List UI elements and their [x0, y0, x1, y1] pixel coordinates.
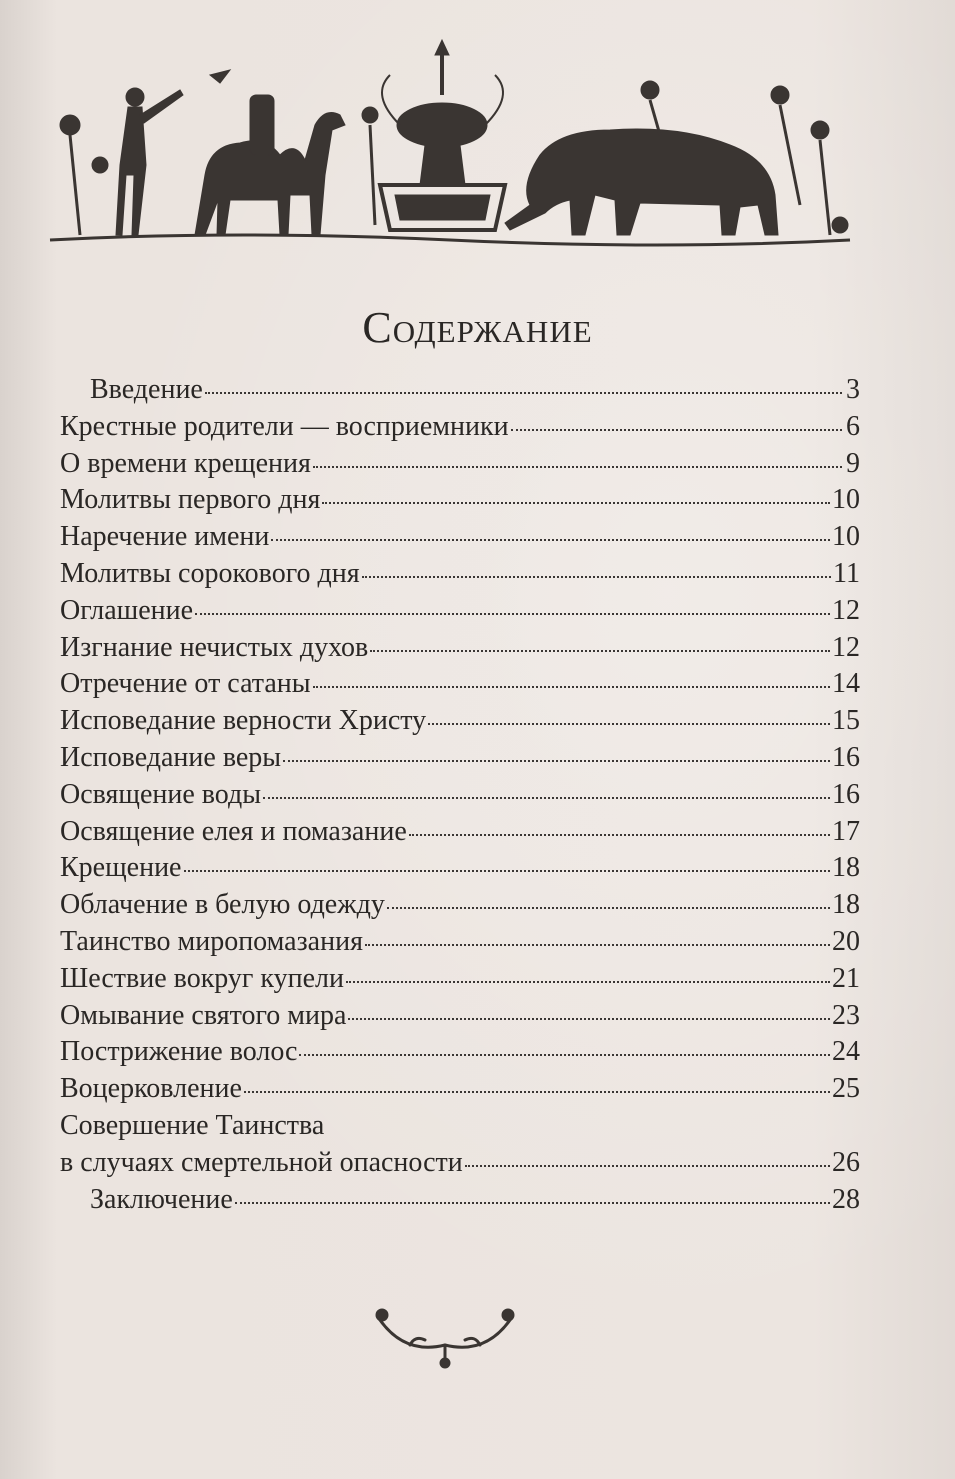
- toc-entry: [60, 1145, 860, 1182]
- toc-dot-leader: [387, 907, 830, 909]
- toc-dot-leader: [271, 539, 830, 541]
- toc-dot-leader: [244, 1091, 830, 1093]
- toc-entry: [60, 482, 860, 519]
- toc-entry: [60, 814, 860, 851]
- toc-entry: [60, 703, 860, 740]
- toc-entry-title: в случаях смертельной опасности: [60, 1146, 463, 1178]
- toc-entry: [60, 924, 860, 961]
- toc-dot-leader: [184, 870, 831, 872]
- toc-entry: [60, 850, 860, 887]
- toc-page-number: 9: [846, 447, 860, 479]
- toc-page-number: 26: [832, 1146, 860, 1178]
- toc-dot-leader: [235, 1202, 830, 1204]
- toc-entry: [60, 666, 860, 703]
- toc-page-number: 18: [832, 852, 860, 884]
- toc-entry: [60, 961, 860, 998]
- toc-entry: [60, 998, 860, 1035]
- toc-dot-leader: [465, 1165, 830, 1167]
- toc-entry-title: Оглашение: [60, 594, 194, 626]
- toc-entry-title: Омывание святого мира: [60, 999, 347, 1031]
- table-of-contents: [60, 372, 860, 1218]
- toc-entry-title: Воцерковление: [60, 1073, 242, 1105]
- toc-dot-leader: [365, 944, 830, 946]
- toc-entry-title: Совершение Таинства: [60, 1109, 325, 1141]
- toc-entry-title: Крещение: [60, 852, 182, 884]
- toc-entry-title: Заключение: [90, 1183, 233, 1215]
- toc-dot-leader: [313, 686, 830, 688]
- toc-entry-title: Отречение от сатаны: [60, 668, 311, 700]
- toc-entry: [60, 630, 860, 667]
- toc-dot-leader: [362, 576, 831, 578]
- toc-entry-title: Освящение елея и помазание: [60, 815, 407, 847]
- toc-entry-title: О времени крещения: [60, 447, 311, 479]
- decorative-flourish-icon: [370, 1300, 520, 1370]
- toc-page-number: 15: [832, 705, 860, 737]
- toc-entry: [60, 446, 860, 483]
- toc-page-number: 16: [832, 778, 860, 810]
- toc-entry: [60, 556, 860, 593]
- toc-page-number: 18: [832, 889, 860, 921]
- toc-page-number: 10: [832, 484, 860, 516]
- toc-dot-leader: [428, 723, 830, 725]
- toc-entry: [60, 777, 860, 814]
- toc-page-number: 21: [832, 962, 860, 994]
- toc-dot-leader: [205, 392, 842, 394]
- toc-page-number: 12: [832, 631, 860, 663]
- toc-page-number: 10: [832, 521, 860, 553]
- toc-entry-title: Пострижение волос: [60, 1036, 298, 1068]
- toc-entry-title: Освящение воды: [60, 778, 262, 810]
- toc-dot-leader: [409, 834, 830, 836]
- toc-dot-leader: [346, 981, 830, 983]
- toc-page-number: 28: [832, 1183, 860, 1215]
- toc-dot-leader: [313, 466, 842, 468]
- decorative-engraving-animals: [40, 35, 860, 265]
- toc-entry: [60, 1108, 860, 1145]
- toc-page-number: 11: [833, 557, 860, 589]
- toc-entry: [60, 372, 860, 409]
- toc-dot-leader: [348, 1018, 830, 1020]
- toc-page-number: 12: [832, 594, 860, 626]
- toc-entry: [60, 887, 860, 924]
- toc-entry-title: Исповедание веры: [60, 741, 282, 773]
- toc-page-number: 20: [832, 925, 860, 957]
- toc-entry: [60, 593, 860, 630]
- toc-entry-title: Изгнание нечистых духов: [60, 631, 369, 663]
- toc-page-number: 14: [832, 668, 860, 700]
- toc-page-number: 23: [832, 999, 860, 1031]
- toc-entry-title: Шествие вокруг купели: [60, 962, 344, 994]
- toc-dot-leader: [511, 429, 842, 431]
- toc-entry: [60, 740, 860, 777]
- toc-entry: [60, 1034, 860, 1071]
- toc-entry: [60, 519, 860, 556]
- toc-entry: [60, 1182, 860, 1219]
- toc-entry-title: Молитвы первого дня: [60, 484, 321, 516]
- toc-dot-leader: [299, 1054, 830, 1056]
- toc-entry-title: Наречение имени: [60, 521, 270, 553]
- toc-entry-title: Введение: [90, 374, 203, 405]
- toc-page-number: 24: [832, 1036, 860, 1068]
- toc-page-number: 3: [846, 374, 860, 405]
- page-title: Содержание: [362, 303, 593, 352]
- toc-entry-title: Исповедание верности Христу: [60, 705, 427, 737]
- toc-dot-leader: [370, 650, 830, 652]
- toc-entry: [60, 1071, 860, 1108]
- toc-page-number: 25: [832, 1073, 860, 1105]
- toc-entry-title: Таинство миропомазания: [60, 925, 363, 957]
- toc-dot-leader: [195, 613, 830, 615]
- toc-dot-leader: [322, 502, 830, 504]
- toc-page-number: 6: [846, 410, 860, 442]
- toc-entry-title: Крестные родители — восприемники: [60, 410, 509, 442]
- toc-dot-leader: [283, 760, 830, 762]
- toc-page-number: 17: [832, 815, 860, 847]
- toc-entry-title: Облачение в белую одежду: [60, 889, 385, 921]
- toc-entry: [60, 409, 860, 446]
- toc-page-number: 16: [832, 741, 860, 773]
- toc-dot-leader: [263, 797, 830, 799]
- toc-entry-title: Молитвы сорокового дня: [60, 557, 360, 589]
